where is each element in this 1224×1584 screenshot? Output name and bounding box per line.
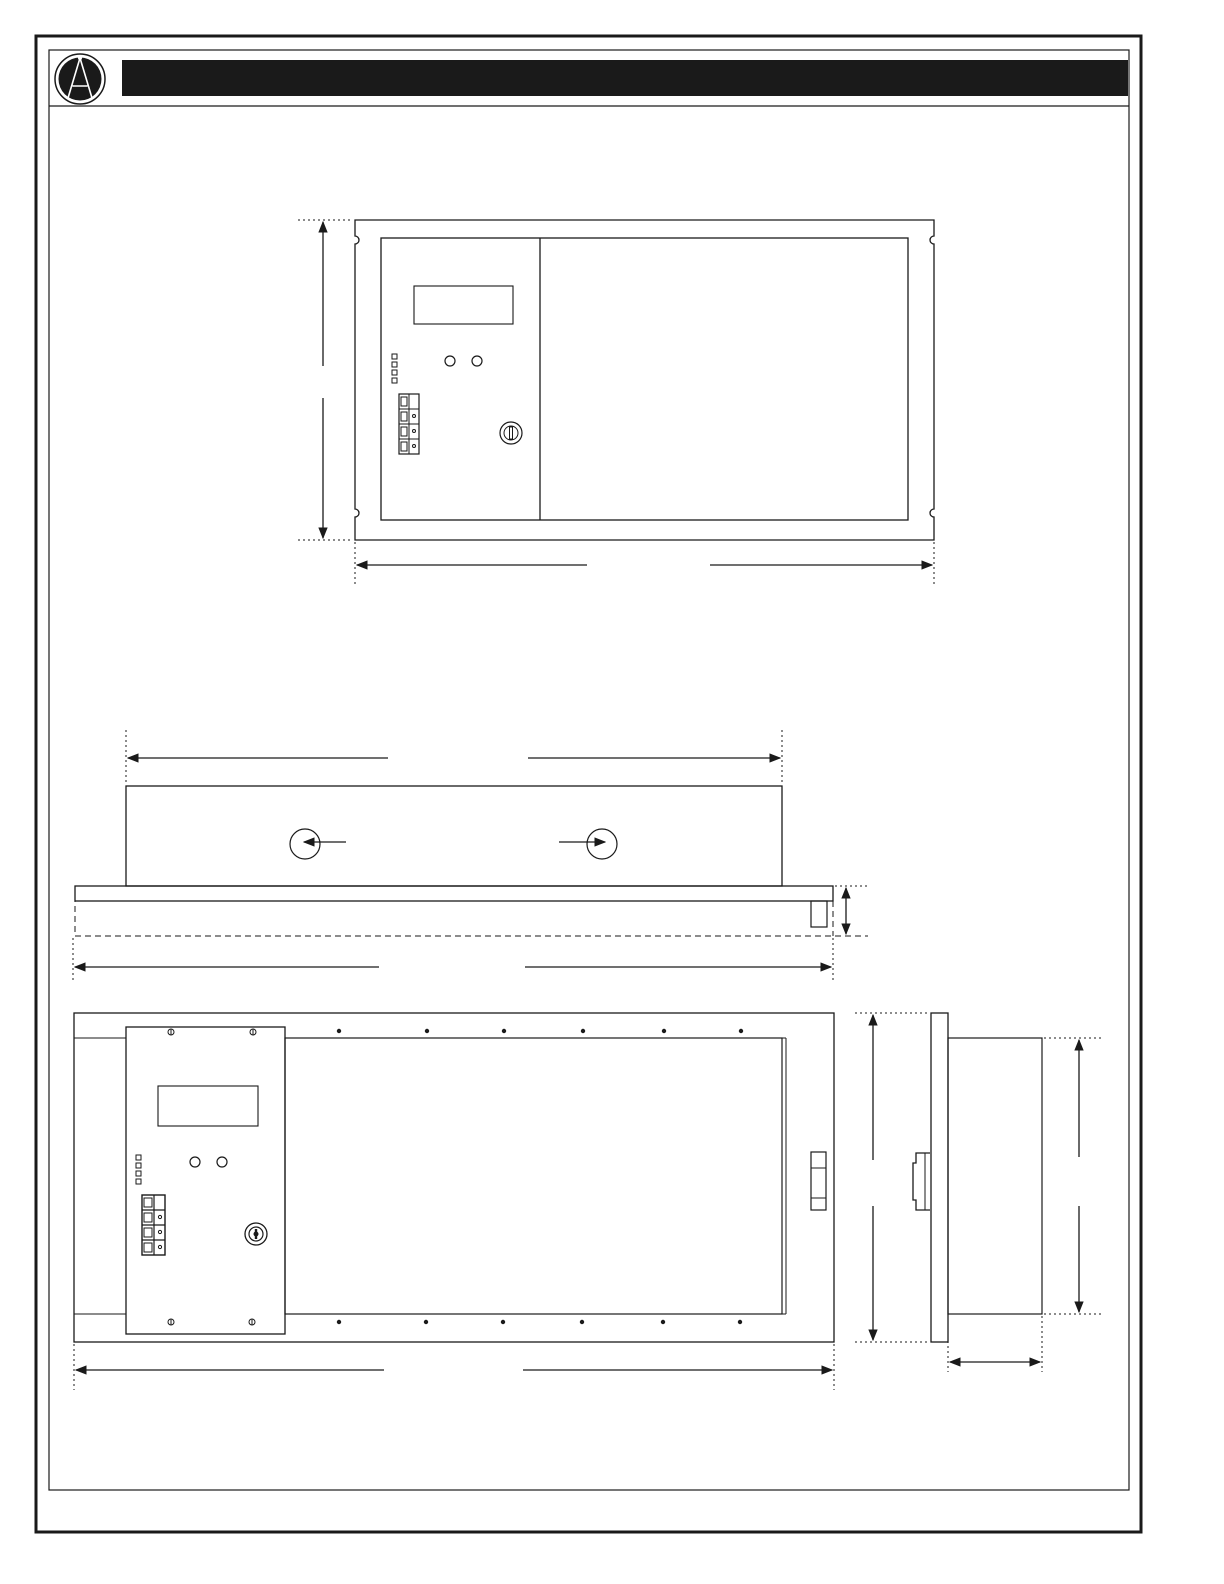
body-depth-dimension [948,1316,1042,1372]
end-height-dimension [855,1013,929,1342]
control-knob-right [217,1157,227,1167]
width-dimension [355,542,934,585]
display-window [158,1086,258,1126]
front-width-dimension [74,1344,834,1390]
status-indicator-leds [136,1155,141,1184]
key-lock-icon [500,422,522,444]
airflow-out-arrow-icon [559,829,617,859]
front-view [74,1013,834,1342]
vent-holes-top [337,1029,743,1033]
display-window [414,286,513,324]
control-knob-left [190,1157,200,1167]
key-lock-icon [245,1223,267,1245]
height-dimension [298,220,352,540]
vent-holes-bottom [337,1320,742,1324]
side-view [75,786,868,936]
terminal-block [142,1195,165,1255]
control-knob-right [472,356,482,366]
body-height-dimension [1044,1038,1104,1314]
handle [811,1152,826,1210]
terminal-block [399,394,419,454]
title-block [55,54,1128,104]
control-knob-left [445,356,455,366]
overall-width-dimension [73,938,833,980]
header-title-bar [122,60,1128,96]
airflow-in-arrow-icon [290,829,346,859]
depth-dimension [126,730,782,784]
panel-screws [168,1029,256,1325]
flange-thickness-dimension [835,886,868,934]
rack-panel-view [355,220,934,540]
status-indicator-leds [392,354,397,383]
page-frame [36,36,1141,1532]
compass-a-logo-icon [55,54,105,104]
end-view [913,1013,1042,1342]
control-panel [126,1027,285,1334]
